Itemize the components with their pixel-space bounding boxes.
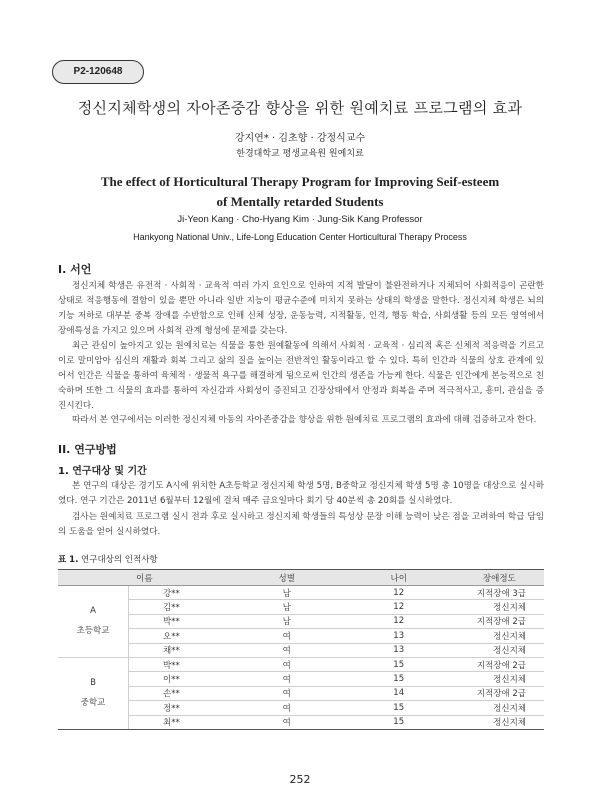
table-row	[58, 614, 544, 628]
cell-sex: 여	[231, 701, 343, 715]
table-row	[58, 629, 544, 643]
paragraph: 따라서 본 연구에서는 이러한 정신지체 아동의 자아존중감을 향상을 위한 원예치료 프로그램의 효과에 대해 검증하고자 한다.	[72, 415, 537, 425]
authors-english: Ji-Yeon Kang · Cho-Hyang Kim · Jung-Sik Kang Professor	[177, 214, 423, 225]
cell-sex: 여	[231, 657, 343, 671]
paper-title-english	[0, 172, 600, 212]
cell-age: 15	[343, 701, 455, 715]
cell-age: 12	[343, 586, 455, 600]
cell-sex: 여	[231, 672, 343, 686]
table-caption-text: 연구대상의 인적사항	[81, 555, 158, 565]
cell-age: 14	[343, 686, 455, 700]
paper-title-korean: 정신지체학생의 자아존중감 향상을 위한 원예치료 프로그램의 효과	[77, 99, 523, 117]
table-row	[58, 672, 544, 686]
section-heading-introduction: I. 서언	[58, 263, 92, 276]
cell-sex: 여	[231, 686, 343, 700]
cell-disability: 지적장애 2급	[455, 686, 544, 700]
cell-sex: 여	[231, 715, 343, 729]
table-row	[58, 600, 544, 614]
group-a-code: A	[90, 606, 96, 617]
cell-disability: 정신지체	[455, 600, 544, 614]
paragraph: 검사는 원예치료 프로그램 실시 전과 후로 실시하고 정신지체 학생들의 특성상 문장 이해 능력이 낮은 점을 고려하여 학급 담임의 도움을 얻어 실시하였다.	[58, 512, 544, 537]
paragraph: 최근 관심이 높아지고 있는 원예치료는 식물을 통한 원예활동에 의해서 사회적 · 교육적 · 심리적 혹은 신체적 적응력을 기르고 이로 말미암아 심신의 재활과 회복 그리고 삶의 질을 높이는 전반적인 활동이라고 할 수 있다. 특히 인간과 식물의 상호 관계에 있어서 인간은 식물을 통하여 육체적 · 생물적 욕구를 해결하게 됨으로써 인간의 생존을 가능케 한다. 식물은 인간에게 본능적으로 친숙하며 또한 그 식물의 효과를 통하여 자신감과 사회성이 증진되고 긴장상태에서 안정과 회복을 주며 적극적사고, 흥미, 관심을 증진시킨다.	[58, 341, 544, 411]
paper-id-badge: P2-120648	[52, 60, 144, 84]
header-age: 나이	[343, 570, 455, 586]
group-b-code: B	[90, 678, 96, 689]
subsection-heading: 1. 연구대상 및 기간	[58, 466, 147, 477]
paragraph: 정신지체 학생은 유전적 · 사회적 · 교육적 여러 가지 요인으로 인하여 지적 발달이 불완전하거나 지체되어 사회적응이 곤란한 상태로 적응행동에 결함이 있을 뿐만 아니라 일반 지능이 평균수준에 미치지 못하는 상태의 학생을 말한다. 정신지체 학생은 뇌의 기능 저하로 대부분 중복 장애를 수반함으로 인해 신체 성장, 운동능력, 지적활동, 인격, 행동 학습, 사회생활 등의 모든 영역에서 장애특성을 가지고 있으며 사회적 관계 형성에 문제를 갖는다.	[58, 281, 544, 336]
cell-name: 박**	[129, 657, 231, 671]
group-a-cell	[58, 586, 129, 658]
cell-age: 15	[343, 657, 455, 671]
cell-sex: 남	[231, 614, 343, 628]
cell-name: 채**	[129, 643, 231, 657]
cell-age: 13	[343, 629, 455, 643]
cell-name: 손**	[129, 686, 231, 700]
cell-disability: 정신지체	[455, 715, 544, 729]
table-row	[58, 643, 544, 657]
cell-name: 이**	[129, 672, 231, 686]
header-name: 이름	[58, 570, 231, 586]
group-a-school: 초등학교	[76, 626, 110, 637]
cell-age: 15	[343, 672, 455, 686]
title-en-line-1: The effect of Horticultural Therapy Program for Improving Seif-esteem	[100, 174, 500, 189]
table-row	[58, 686, 544, 700]
cell-sex: 여	[231, 643, 343, 657]
header-disability: 장애정도	[455, 570, 544, 586]
cell-disability: 정신지체	[455, 643, 544, 657]
group-b-school: 중학교	[80, 698, 106, 709]
cell-sex: 남	[231, 600, 343, 614]
cell-disability: 정신지체	[455, 629, 544, 643]
cell-name: 강**	[129, 586, 231, 600]
group-b-cell	[58, 657, 129, 729]
cell-age: 12	[343, 600, 455, 614]
cell-name: 박**	[129, 614, 231, 628]
cell-sex: 여	[231, 629, 343, 643]
affiliation-korean: 한경대학교 평생교육원 원예치료	[236, 149, 364, 159]
authors-korean: 강지연* · 김초향 · 강정식교수	[234, 133, 366, 144]
affiliation-english: Hankyong National Univ., Life-Long Education Center Horticultural Therapy Process	[133, 232, 467, 242]
table-row	[58, 657, 544, 671]
cell-disability: 지적장애 3급	[455, 586, 544, 600]
table-row	[58, 715, 544, 729]
participant-table	[58, 569, 544, 730]
cell-age: 15	[343, 715, 455, 729]
table-row	[58, 586, 544, 600]
cell-disability: 지적장애 2급	[455, 657, 544, 671]
cell-age: 12	[343, 614, 455, 628]
table-caption-label: 표 1.	[58, 555, 79, 565]
cell-disability: 정신지체	[455, 701, 544, 715]
cell-name: 정**	[129, 701, 231, 715]
cell-age: 13	[343, 643, 455, 657]
table-header-row	[58, 570, 544, 586]
cell-sex: 남	[231, 586, 343, 600]
cell-disability: 지적장애 2급	[455, 614, 544, 628]
cell-disability: 정신지체	[455, 672, 544, 686]
header-sex: 성별	[231, 570, 343, 586]
paragraph: 본 연구의 대상은 경기도 A시에 위치한 A초등학교 정신지체 학생 5명, B중학교 정신지체 학생 5명 총 10명을 대상으로 실시하였다. 연구 기간은 2011년 6월부터 12월에 걸쳐 매주 금요일마다 회기 당 40분씩 총 20회를 실시하였다.	[58, 481, 544, 506]
table-caption	[58, 553, 158, 565]
title-en-line-2: of Mentally retarded Students	[216, 194, 384, 209]
cell-name: 오**	[129, 629, 231, 643]
cell-name: 김**	[129, 600, 231, 614]
table-row	[58, 701, 544, 715]
cell-name: 최**	[129, 715, 231, 729]
section-heading-methods: II. 연구방법	[58, 443, 117, 456]
page-number: 252	[289, 773, 311, 786]
